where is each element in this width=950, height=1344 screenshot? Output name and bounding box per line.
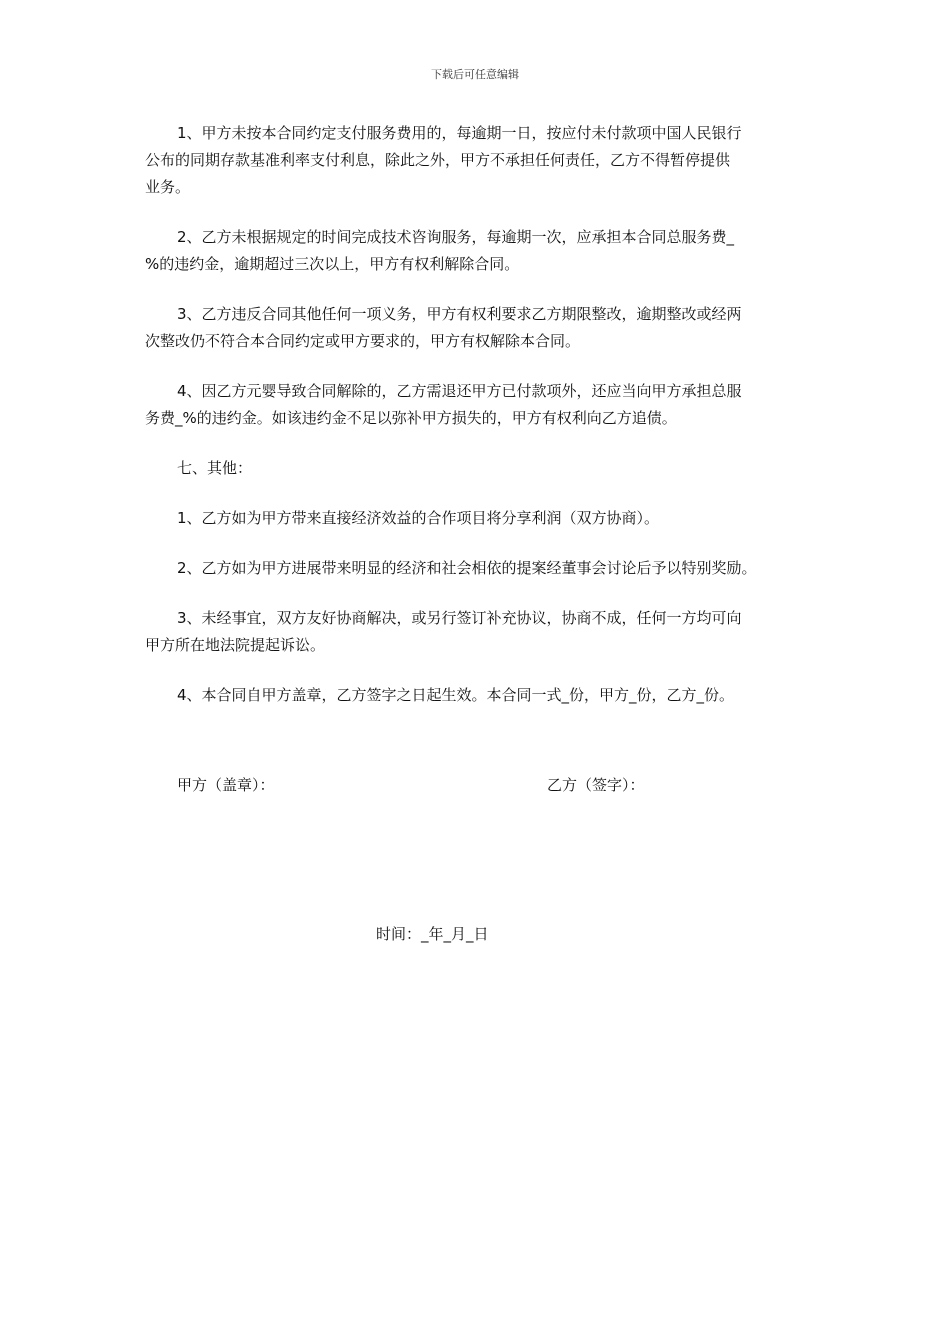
paragraph-line: 3、乙方违反合同其他任何一项义务，甲方有权利要求乙方期限整改，逾期整改或经两 <box>177 305 742 323</box>
paragraph-line: 2、乙方如为甲方进展带来明显的经济和社会相依的提案经董事会讨论后予以特别奖励。 <box>177 559 757 577</box>
paragraph-line: %的违约金，逾期超过三次以上，甲方有权利解除合同。 <box>145 255 520 273</box>
document-body <box>145 120 825 732</box>
clause-paragraph <box>145 120 825 201</box>
paragraph-line: 4、本合同自甲方盖章，乙方签字之日起生效。本合同一式_份，甲方_份，乙方_份。 <box>177 686 735 704</box>
paragraph-line: 2、乙方未根据规定的时间完成技术咨询服务，每逾期一次，应承担本合同总服务费_ <box>177 228 735 246</box>
paragraph-line: 次整改仍不符合本合同约定或甲方要求的，甲方有权解除本合同。 <box>145 332 581 350</box>
paragraph-line: 1、乙方如为甲方带来直接经济效益的合作项目将分享利润（双方协商）。 <box>177 509 660 527</box>
paragraph-line: 七、其他： <box>177 459 253 477</box>
paragraph-line: 务费_%的违约金。如该违约金不足以弥补甲方损失的，甲方有权利向乙方追债。 <box>145 409 677 427</box>
page-header: 下载后可任意编辑 <box>431 68 519 81</box>
section-heading <box>145 455 825 482</box>
party-b-signature-label: 乙方（签字）： <box>547 776 645 794</box>
clause-paragraph <box>145 378 825 432</box>
party-a-signature-label: 甲方（盖章）： <box>177 776 275 794</box>
clause-paragraph <box>145 682 825 709</box>
paragraph-line: 甲方所在地法院提起诉讼。 <box>145 636 326 654</box>
paragraph-line: 1、甲方未按本合同约定支付服务费用的，每逾期一日，按应付未付款项中国人民银行 <box>177 124 742 142</box>
paragraph-line: 公布的同期存款基准利率支付利息，除此之外，甲方不承担任何责任，乙方不得暂停提供 <box>145 151 731 169</box>
paragraph-line: 业务。 <box>145 178 191 196</box>
clause-paragraph <box>145 301 825 355</box>
clause-paragraph <box>145 605 825 659</box>
clause-paragraph <box>145 555 825 582</box>
clause-paragraph <box>145 505 825 532</box>
date-line: 时间：_年_月_日 <box>376 925 489 943</box>
paragraph-line: 4、因乙方元婴导致合同解除的，乙方需退还甲方已付款项外，还应当向甲方承担总服 <box>177 382 742 400</box>
paragraph-line: 3、未经事宜，双方友好协商解决，或另行签订补充协议，协商不成，任何一方均可向 <box>177 609 742 627</box>
clause-paragraph <box>145 224 825 278</box>
